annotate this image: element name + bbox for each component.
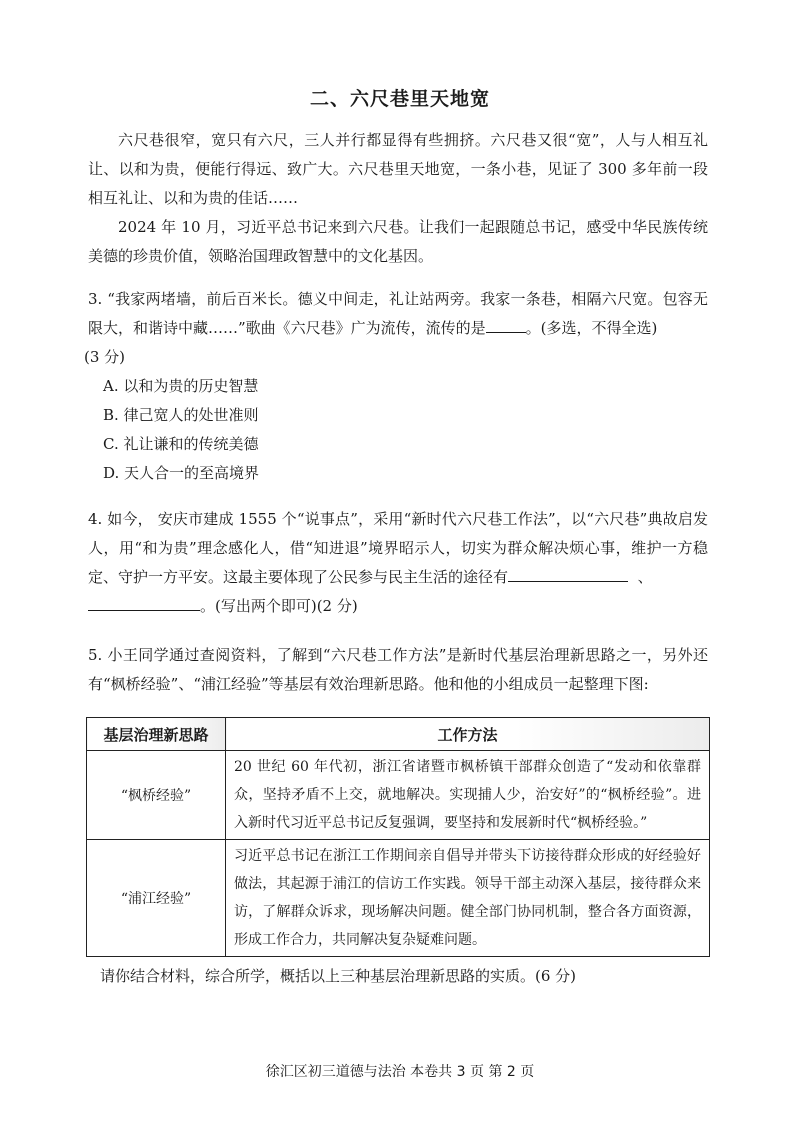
- question-3-text: 3. “我家两堵墙，前后百米长。德义中间走，礼让站两旁。我家一条巷，相隔六尺宽。包容无限大，和谐诗中藏……”歌曲《六尺巷》广为流传，流传的是: [88, 290, 708, 337]
- option-b: B. 律己宽人的处世准则: [103, 406, 259, 424]
- section-title: 二、六尺巷里天地宽: [309, 88, 490, 110]
- question-5: 5. 小王同学通过查阅资料，了解到“六尺巷工作方法”是新时代基层治理新思路之一，另外还有“枫桥经验”、“浦江经验”等基层有效治理新思路。他和他的小组成员一起整理下图:: [88, 646, 708, 693]
- option-d: D. 天人合一的至高境界: [103, 464, 260, 482]
- option-c: C. 礼让谦和的传统美德: [103, 435, 259, 453]
- question-3-score: (3 分): [84, 348, 126, 366]
- table-row-name: “浦江经验”: [87, 840, 226, 957]
- question-3-note: 。(多选，不得全选): [525, 319, 658, 337]
- question-5-prompt: 请你结合材料，综合所学，概括以上三种基层治理新思路的实质。(6 分): [100, 967, 577, 985]
- governance-table: [86, 717, 710, 957]
- option-a: A. 以和为贵的历史智慧: [103, 377, 259, 395]
- question-4-separator: 、: [637, 568, 653, 586]
- intro-paragraph-2: 2024 年 10 月，习近平总书记来到六尺巷。让我们一起跟随总书记，感受中华民族传统美德的珍贵价值，领略治国理政智慧中的文化基因。: [88, 218, 708, 265]
- table-row-desc: 20 世纪 60 年代初，浙江省诸暨市枫桥镇干部群众创造了“发动和依靠群众，坚持矛盾不上交，就地解决。实现捕人少，治安好”的“枫桥经验”。进入新时代习近平总书记反复强调，要坚持和发展新时代“枫桥经验。”: [226, 751, 710, 840]
- question-4: [88, 505, 708, 621]
- question-3-blank[interactable]: [486, 316, 526, 333]
- table-row: [87, 840, 710, 957]
- page-footer: 徐汇区初三道德与法治 本卷共 3 页 第 2 页: [265, 1064, 535, 1080]
- question-3: [88, 285, 708, 343]
- table-header-approach: 基层治理新思路: [87, 718, 226, 751]
- question-4-blank-1[interactable]: [508, 565, 628, 582]
- intro-paragraph-1: 六尺巷很窄，宽只有六尺，三人并行都显得有些拥挤。六尺巷又很“宽”，人与人相互礼让、以和为贵，便能行得远、致广大。六尺巷里天地宽，一条小巷，见证了 300 多年前一段相互礼让、以和为贵的佳话……: [88, 131, 708, 207]
- table-header-method: 工作方法: [226, 718, 710, 751]
- table-row: [87, 751, 710, 840]
- table-header-row: [87, 718, 710, 751]
- table-row-name: “枫桥经验”: [87, 751, 226, 840]
- question-4-blank-2[interactable]: [88, 594, 200, 611]
- question-4-note: 。(写出两个即可)(2 分): [200, 597, 358, 615]
- table-row-desc: 习近平总书记在浙江工作期间亲自倡导并带头下访接待群众形成的好经验好做法，其起源于浦江的信访工作实践。领导干部主动深入基层，接待群众来访，了解群众诉求，现场解决问题。健全部门协同机制，整合各方面资源，形成工作合力，共同解决复杂疑难问题。: [226, 840, 710, 957]
- question-4-text: 4. 如今， 安庆市建成 1555 个“说事点”，采用“新时代六尺巷工作法”，以“六尺巷”典故启发人，用“和为贵”理念感化人，借“知进退”境界昭示人，切实为群众解决烦心事，维护一方稳定、守护一方平安。这最主要体现了公民参与民主生活的途径有: [88, 510, 708, 586]
